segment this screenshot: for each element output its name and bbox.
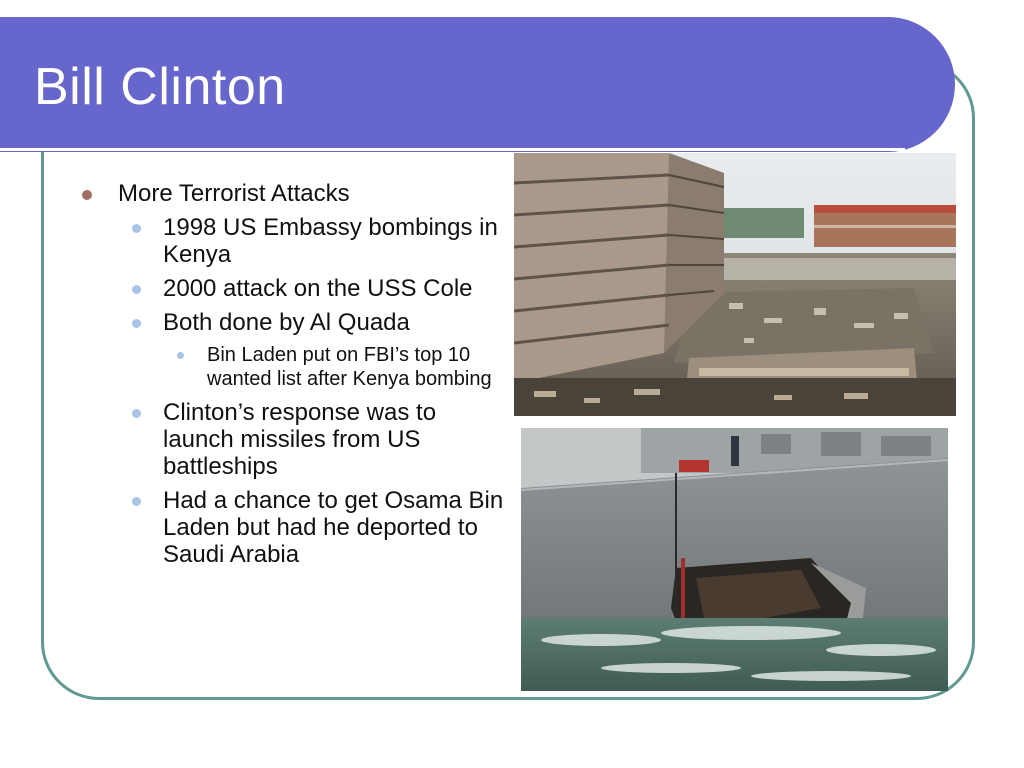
bullet-dot xyxy=(132,224,141,233)
bullet-dot xyxy=(177,352,184,359)
bullet-dot xyxy=(132,285,141,294)
embassy-bombing-photo xyxy=(514,153,956,416)
bullet-text: Had a chance to get Osama Bin Laden but had he deported to Saudi Arabia xyxy=(163,487,504,568)
bullet-text: Clinton’s response was to launch missiles from US battleships xyxy=(163,399,437,480)
bullet-dot xyxy=(82,190,92,200)
bullet-text: 2000 attack on the USS Cole xyxy=(163,275,473,302)
title-underline xyxy=(0,148,905,151)
uss-cole-photo xyxy=(521,428,948,691)
sub-sub-bullet-item xyxy=(78,343,508,391)
bullet-dot xyxy=(132,409,141,418)
sub-bullet-item xyxy=(78,309,508,336)
bullet-list xyxy=(78,180,508,575)
bullet-text: 1998 US Embassy bombings in Kenya xyxy=(163,214,498,268)
title-banner xyxy=(0,17,955,152)
bullet-item xyxy=(78,180,508,208)
sub-bullet-item xyxy=(78,487,508,568)
sub-bullet-item xyxy=(78,275,508,302)
sub-bullet-item xyxy=(78,399,508,480)
bullet-text: Both done by Al Quada xyxy=(163,309,410,336)
bullet-text: Bin Laden put on FBI’s top 10 wanted list after Kenya bombing xyxy=(207,344,492,390)
bullet-text: More Terrorist Attacks xyxy=(118,180,350,207)
bullet-dot xyxy=(132,319,141,328)
sub-bullet-item xyxy=(78,214,508,268)
slide-title: Bill Clinton xyxy=(34,58,286,116)
bullet-dot xyxy=(132,497,141,506)
